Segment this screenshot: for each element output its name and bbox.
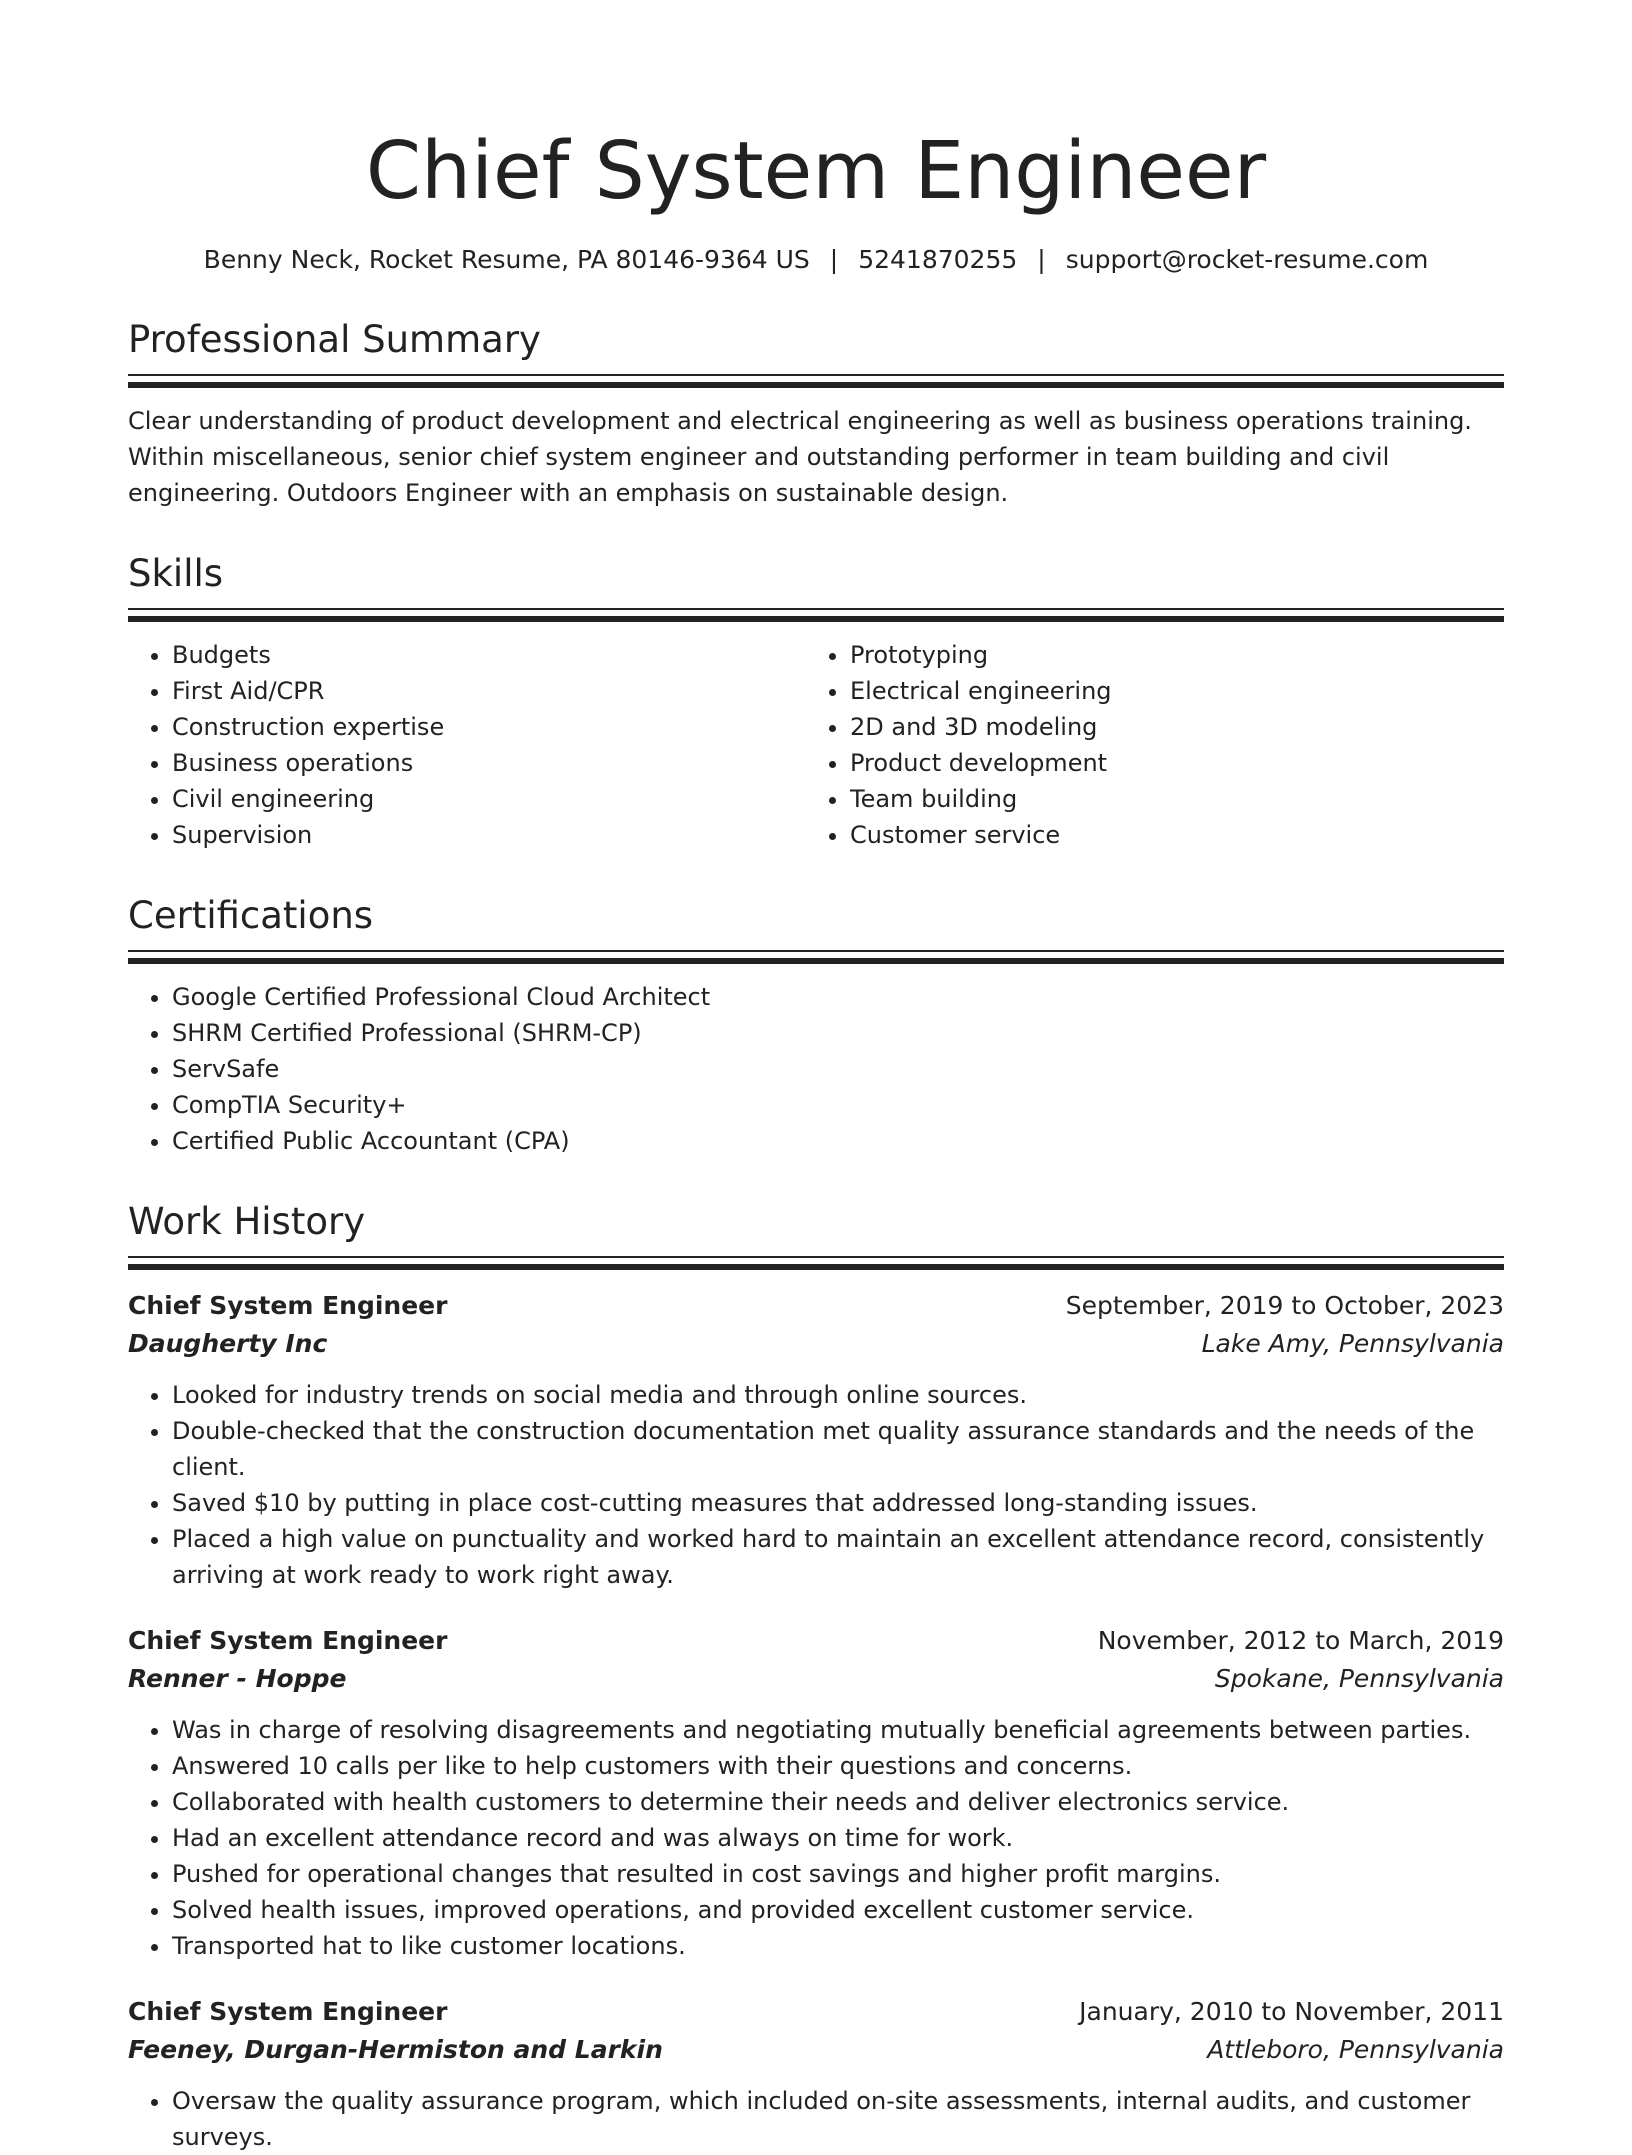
- job-entry: [128, 1993, 1504, 2155]
- job-dates: November, 2012 to March, 2019: [1097, 1626, 1504, 1655]
- job-duty-item: • Answered 10 calls per like to help customers with their questions and concerns.: [172, 1748, 1504, 1784]
- summary-text: Clear understanding of product development and electrical engineering as well as business operations training. Within miscellaneous, senior chief system engineer and outstanding performer in team building and civil engineering. Outdoors Engineer with an emphasis on sustainable design.: [128, 407, 1472, 507]
- job-company-row: [128, 2031, 1504, 2069]
- skill-item: • Civil engineering: [172, 781, 806, 817]
- work-history-section: [128, 1200, 1504, 1270]
- skill-item: • Construction expertise: [172, 709, 806, 745]
- certification-item: • Certified Public Accountant (CPA): [172, 1123, 1504, 1159]
- job-title: Chief System Engineer: [128, 1291, 448, 1320]
- job-duties-list: [128, 1712, 1504, 1964]
- job-duty-item: • Was in charge of resolving disagreements and negotiating mutually beneficial agreements between parties.: [172, 1712, 1504, 1748]
- job-header-row: [128, 1287, 1504, 1325]
- skill-item: • Business operations: [172, 745, 806, 781]
- skills-column-right: [806, 622, 1484, 853]
- skills-list-left: [128, 637, 806, 853]
- skills-list-right: [806, 637, 1484, 853]
- job-duty-item: • Solved health issues, improved operations, and provided excellent customer service.: [172, 1892, 1504, 1928]
- job-dates: September, 2019 to October, 2023: [1065, 1291, 1504, 1320]
- contact-separator: |: [1037, 245, 1046, 274]
- job-company-row: [128, 1325, 1504, 1363]
- job-dates: January, 2010 to November, 2011: [1079, 1997, 1504, 2026]
- job-entry: [128, 1622, 1504, 1964]
- job-company: Daugherty Inc: [128, 1329, 328, 1358]
- skill-item: • Product development: [850, 745, 1484, 781]
- contact-separator: |: [829, 245, 839, 274]
- job-duties-list: [128, 1377, 1504, 1593]
- job-company: Feeney, Durgan-Hermiston and Larkin: [128, 2035, 663, 2064]
- contact-address: Benny Neck, Rocket Resume, PA 80146-9364 US: [203, 245, 810, 274]
- section-divider: [128, 1256, 1504, 1270]
- skill-item: • Prototyping: [850, 637, 1484, 673]
- job-duty-item: • Placed a high value on punctuality and worked hard to maintain an excellent attendance record, consistently arriving at work ready to work right away.: [172, 1521, 1504, 1593]
- job-entry: [128, 1287, 1504, 1593]
- skill-item: • 2D and 3D modeling: [850, 709, 1484, 745]
- job-duty-item: • Pushed for operational changes that resulted in cost savings and higher profit margins.: [172, 1856, 1504, 1892]
- contact-line: [128, 243, 1504, 277]
- section-divider: [128, 374, 1504, 388]
- contact-phone: 5241870255: [858, 245, 1018, 274]
- job-location: Spokane, Pennsylvania: [1214, 1664, 1504, 1693]
- job-duty-item: • Saved $10 by putting in place cost-cutting measures that addressed long-standing issues.: [172, 1485, 1504, 1521]
- certification-item: • SHRM Certified Professional (SHRM-CP): [172, 1015, 1504, 1051]
- section-heading-summary: Professional Summary: [128, 318, 541, 361]
- job-duty-item: • Oversaw the quality assurance program, which included on-site assessments, internal audits, and customer surveys.: [172, 2083, 1504, 2155]
- certification-item: • ServSafe: [172, 1051, 1504, 1087]
- section-heading-certifications: Certifications: [128, 894, 374, 937]
- resume-title: Chief System Engineer: [365, 125, 1267, 217]
- skills-section: [128, 552, 1504, 622]
- job-duty-item: • Transported hat to like customer locations.: [172, 1928, 1504, 1964]
- skills-grid: [128, 622, 1504, 853]
- job-company: Renner - Hoppe: [128, 1664, 347, 1693]
- job-duty-item: • Double-checked that the construction documentation met quality assurance standards and the needs of the client.: [172, 1413, 1504, 1485]
- certifications-section: [128, 894, 1504, 964]
- job-company-row: [128, 1660, 1504, 1698]
- job-location: Attleboro, Pennsylvania: [1207, 2035, 1504, 2064]
- contact-email: support@rocket-resume.com: [1065, 245, 1429, 274]
- certifications-list: [128, 979, 1504, 1159]
- skill-item: • First Aid/CPR: [172, 673, 806, 709]
- certification-item: • CompTIA Security+: [172, 1087, 1504, 1123]
- certification-item: • Google Certified Professional Cloud Architect: [172, 979, 1504, 1015]
- skill-item: • Electrical engineering: [850, 673, 1484, 709]
- section-heading-skills: Skills: [128, 552, 224, 595]
- skill-item: • Customer service: [850, 817, 1484, 853]
- job-location: Lake Amy, Pennsylvania: [1201, 1329, 1504, 1358]
- skill-item: • Team building: [850, 781, 1484, 817]
- summary-section: [128, 318, 1504, 388]
- skill-item: • Budgets: [172, 637, 806, 673]
- job-title: Chief System Engineer: [128, 1626, 448, 1655]
- job-duty-item: • Looked for industry trends on social media and through online sources.: [172, 1377, 1504, 1413]
- skills-column-left: [128, 622, 806, 853]
- section-divider: [128, 950, 1504, 964]
- section-divider: [128, 608, 1504, 622]
- job-title: Chief System Engineer: [128, 1997, 448, 2026]
- job-duty-item: • Collaborated with health customers to determine their needs and deliver electronics service.: [172, 1784, 1504, 1820]
- job-header-row: [128, 1622, 1504, 1660]
- job-duties-list: [128, 2083, 1504, 2155]
- skill-item: • Supervision: [172, 817, 806, 853]
- section-heading-work-history: Work History: [128, 1200, 366, 1243]
- job-duty-item: • Had an excellent attendance record and was always on time for work.: [172, 1820, 1504, 1856]
- job-header-row: [128, 1993, 1504, 2031]
